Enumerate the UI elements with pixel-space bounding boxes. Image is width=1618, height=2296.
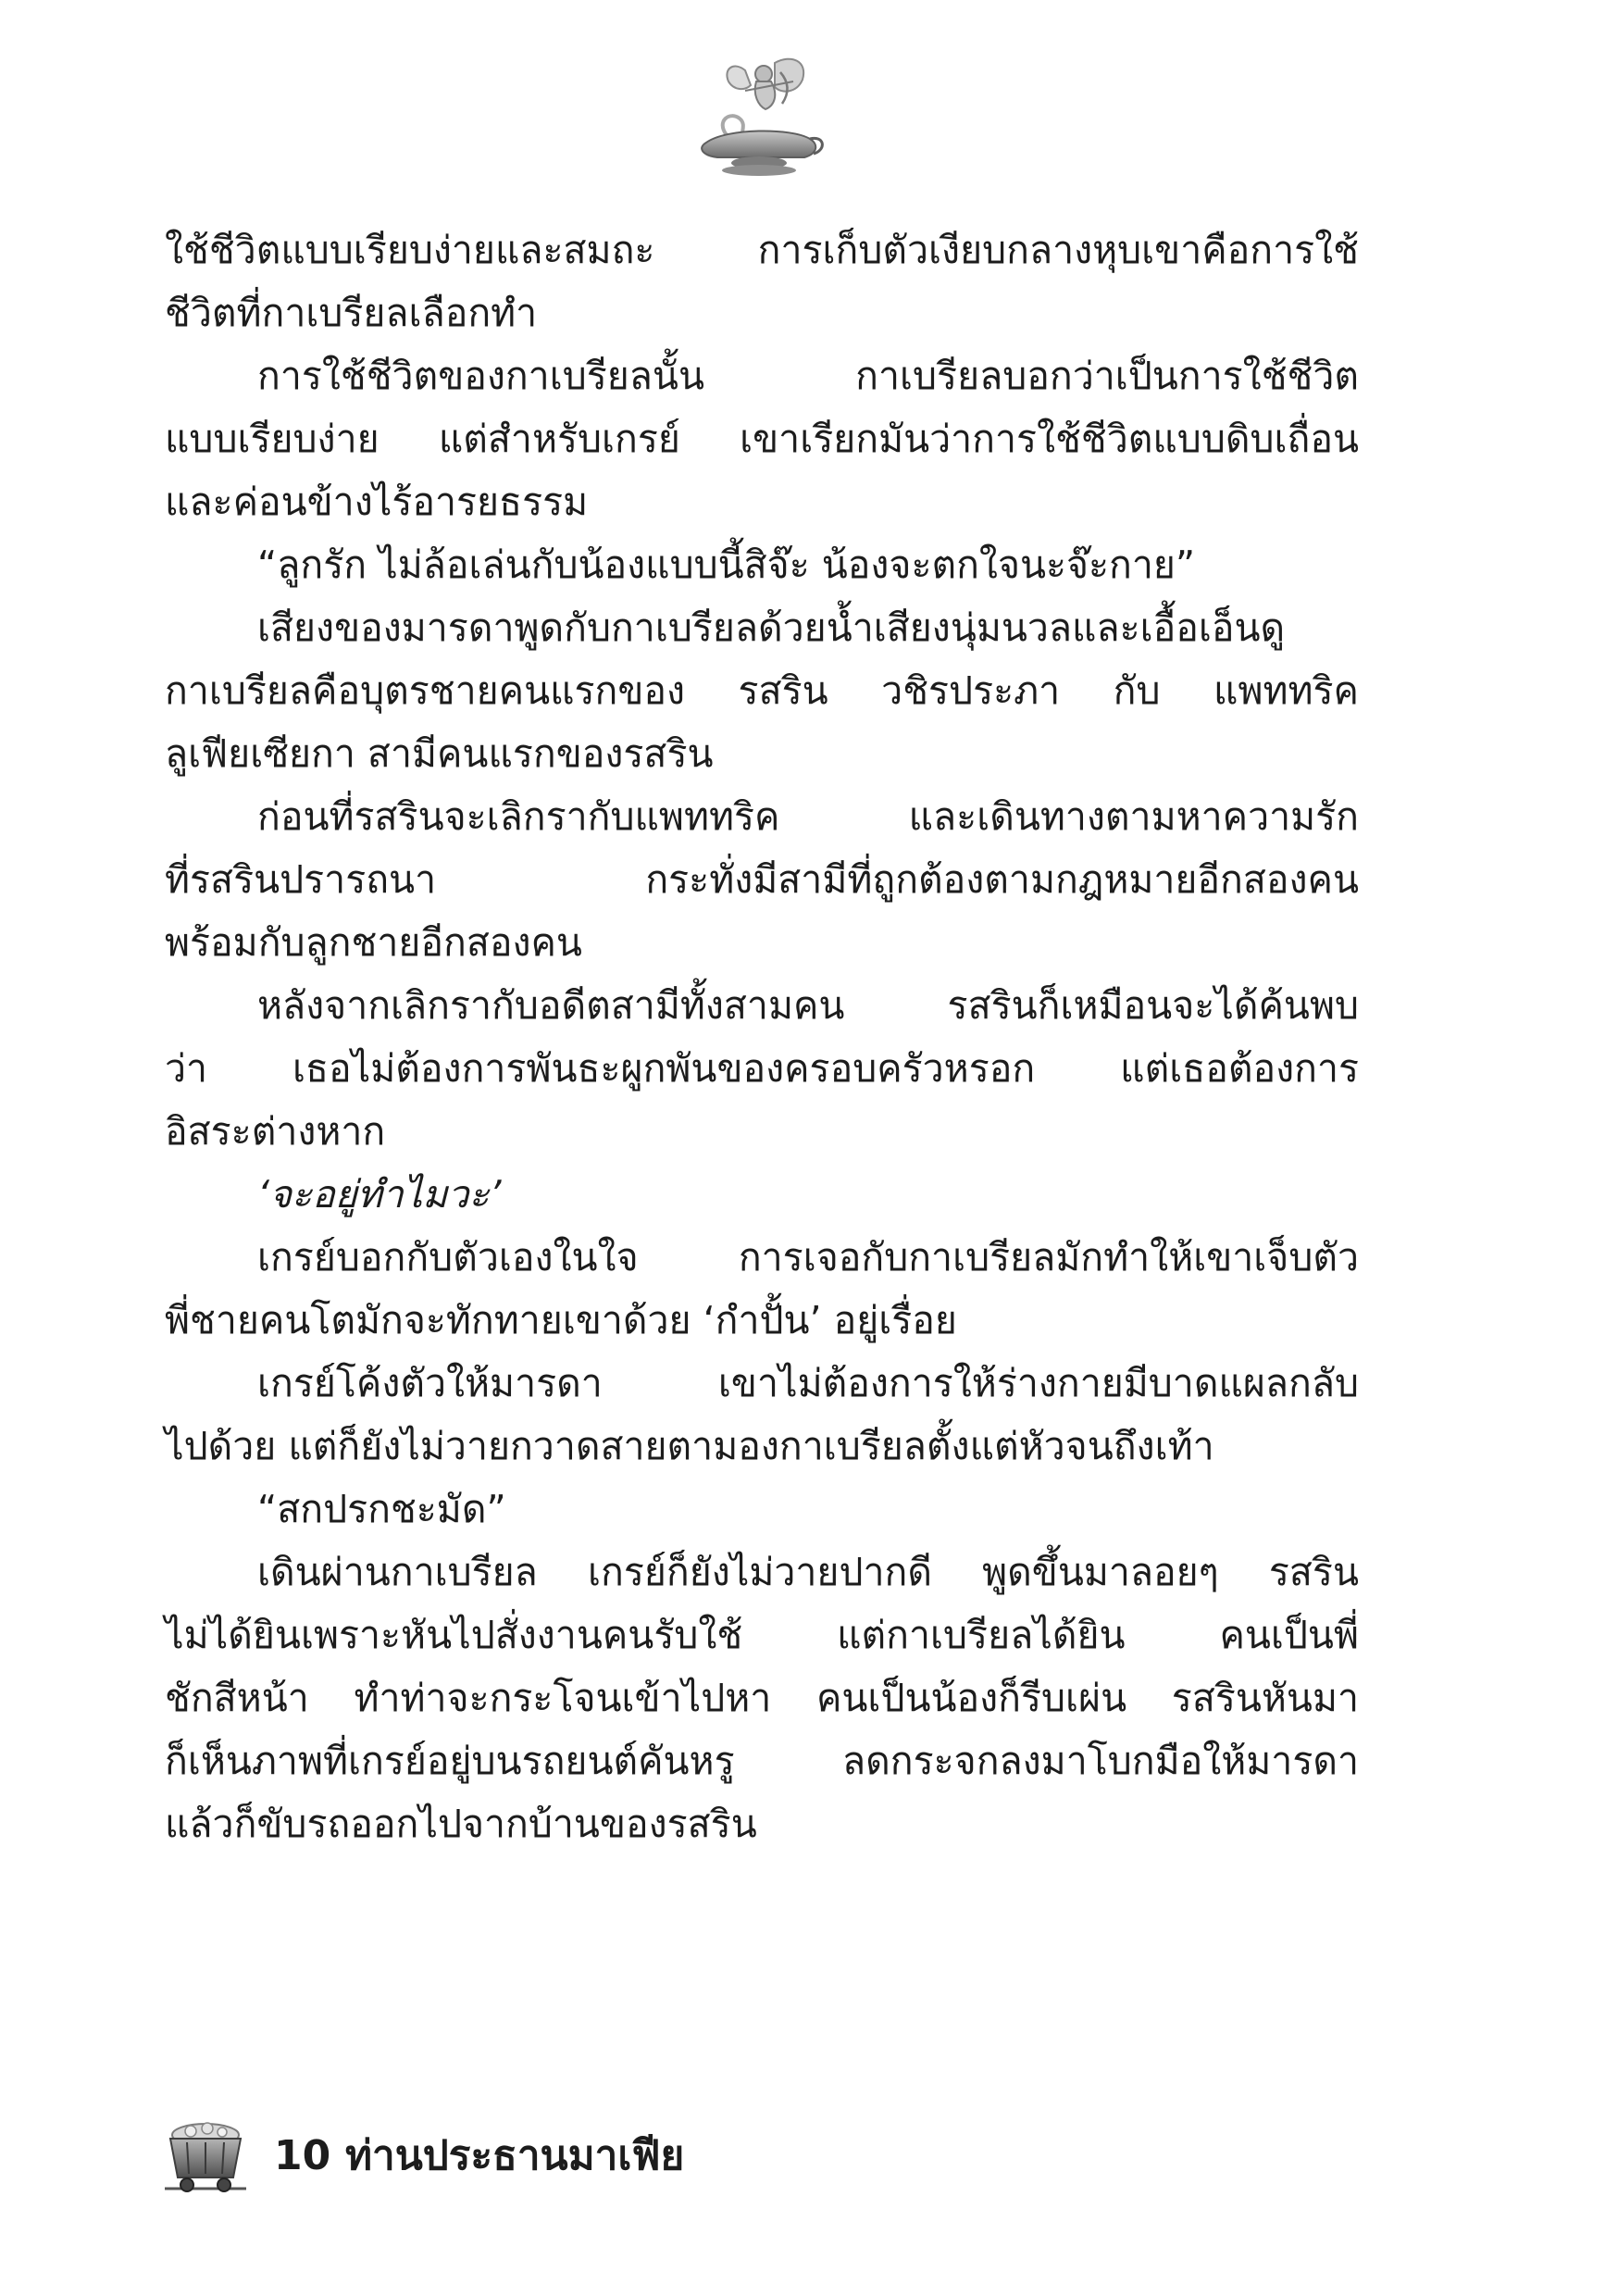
paragraph — [165, 1541, 1359, 1855]
text-line: ไปด้วย แต่ก็ยังไม่วายกวาดสายตามองกาเบรียลตั้งแต่หัวจนถึงเท้า — [165, 1424, 1214, 1468]
page-footer — [165, 2115, 998, 2199]
text-line: ‘จะอยู่ทำไมวะ’ — [257, 1172, 502, 1217]
text-line: เสียงของมารดาพูดกับกาเบรียลด้วยน้ำเสียงนุ่มนวลและเอื้อเอ็นดู — [257, 605, 1286, 650]
paragraph — [165, 533, 1359, 596]
paragraph — [165, 974, 1359, 1163]
paragraph — [165, 1226, 1359, 1352]
paragraph — [165, 1352, 1359, 1478]
treasure-cart-icon — [165, 2120, 246, 2194]
paragraph — [165, 1163, 1359, 1226]
text-line: ที่รสรินปรารถนา กระทั่งมีสามีที่ถูกต้องตามกฎหมายอีกสองคน — [165, 857, 1359, 902]
text-line: เกรย์บอกกับตัวเองในใจ การเจอกับกาเบรียลมักทำให้เขาเจ็บตัว — [257, 1235, 1359, 1279]
text-line: แบบเรียบง่าย แต่สำหรับเกรย์ เขาเรียกมันว่าการใช้ชีวิตแบบดิบเถื่อน — [165, 417, 1359, 461]
paragraph — [165, 344, 1359, 533]
paragraph — [165, 785, 1359, 974]
page-number: 10 — [274, 2132, 331, 2179]
paragraph — [165, 596, 1359, 785]
cupid-lamp-ornament-icon — [690, 54, 828, 179]
paragraph — [165, 1478, 1359, 1541]
text-line: เดินผ่านกาเบรียล เกรย์ก็ยังไม่วายปากดี พูดขึ้นมาลอยๆ รสริน — [257, 1550, 1359, 1594]
text-line: ว่า เธอไม่ต้องการพันธะผูกพันของครอบครัวหรอก แต่เธอต้องการ — [165, 1046, 1359, 1091]
text-line: ก่อนที่รสรินจะเลิกรากับแพททริค และเดินทางตามหาความรัก — [257, 794, 1359, 839]
text-line: ไม่ได้ยินเพราะหันไปสั่งงานคนรับใช้ แต่กาเบรียลได้ยิน คนเป็นพี่ — [165, 1613, 1359, 1657]
text-line: พี่ชายคนโตมักจะทักทายเขาด้วย ‘กำปั้น’ อยู่เรื่อย — [165, 1298, 957, 1342]
text-line: ก็เห็นภาพที่เกรย์อยู่บนรถยนต์คันหรู ลดกระจกลงมาโบกมือให้มารดา — [165, 1739, 1359, 1783]
paragraph — [165, 218, 1359, 344]
text-line: ชักสีหน้า ทำท่าจะกระโจนเข้าไปหา คนเป็นน้องก็รีบเผ่น รสรินหันมา — [165, 1676, 1359, 1720]
body-text — [165, 218, 1359, 1855]
text-line: ลูเฟียเซียกา สามีคนแรกของรสริน — [165, 731, 714, 776]
text-line: พร้อมกับลูกชายอีกสองคน — [165, 920, 582, 965]
text-line: กาเบรียลคือบุตรชายคนแรกของ รสริน วชิรประภา กับ แพททริค — [165, 668, 1359, 713]
text-line: อิสระต่างหาก — [165, 1109, 386, 1154]
text-line: การใช้ชีวิตของกาเบรียลนั้น กาเบรียลบอกว่าเป็นการใช้ชีวิต — [257, 354, 1359, 398]
text-line: เกรย์โค้งตัวให้มารดา เขาไม่ต้องการให้ร่างกายมีบาดแผลกลับ — [257, 1361, 1359, 1405]
text-line: หลังจากเลิกรากับอดีตสามีทั้งสามคน รสรินก็เหมือนจะได้ค้นพบ — [257, 983, 1359, 1028]
text-line: “ลูกรัก ไม่ล้อเล่นกับน้องแบบนี้สิจ๊ะ น้องจะตกใจนะจ๊ะกาย” — [257, 543, 1196, 587]
text-line: และค่อนข้างไร้อารยธรรม — [165, 480, 589, 524]
text-line: แล้วก็ขับรถออกไปจากบ้านของรสริน — [165, 1802, 757, 1846]
text-line: ใช้ชีวิตแบบเรียบง่ายและสมถะ การเก็บตัวเงียบกลางหุบเขาคือการใช้ — [165, 228, 1359, 272]
text-line: “สกปรกชะมัด” — [257, 1487, 506, 1531]
book-title: ท่านประธานมาเฟีย — [345, 2132, 685, 2179]
text-line: ชีวิตที่กาเบรียลเลือกทำ — [165, 291, 538, 335]
